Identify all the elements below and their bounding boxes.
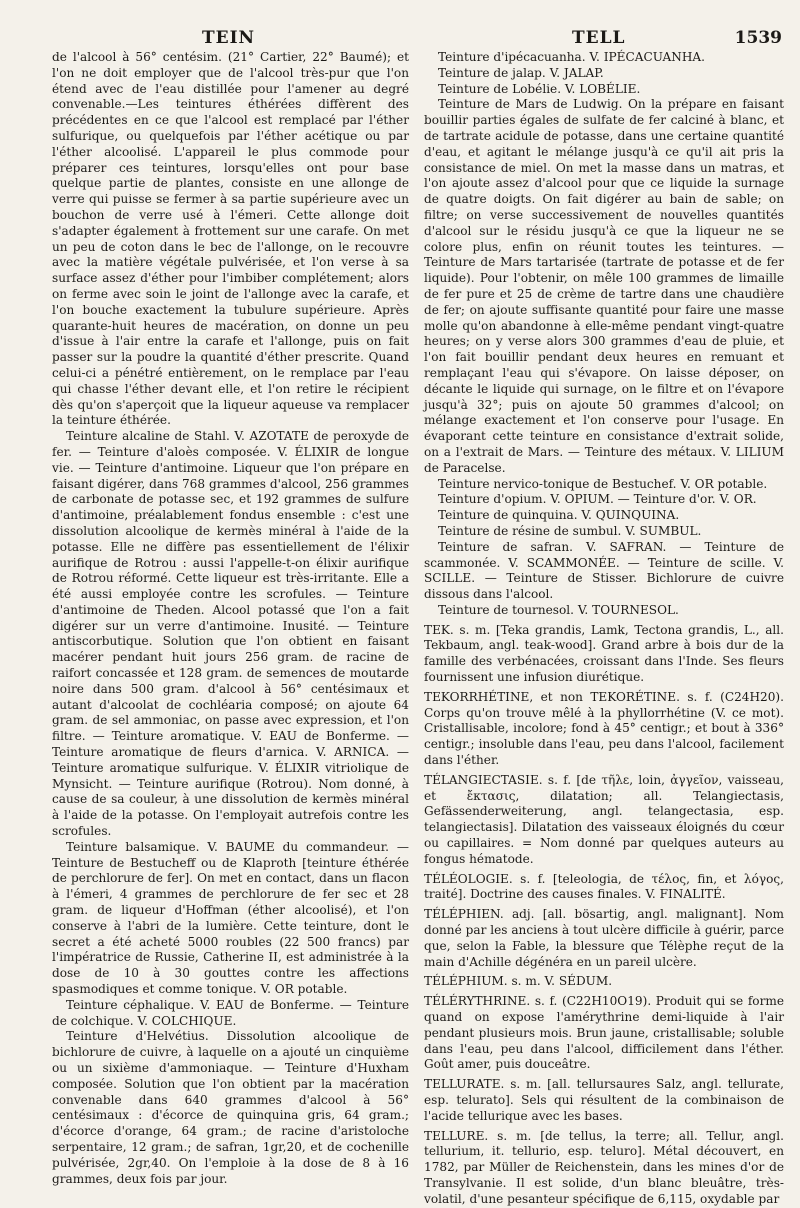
dictionary-entry: TEKORRHÉTINE, et non TEKORÉTINE. s. f. (C24H20). Corps qu'on trouve mêlé à la phyllorrhétine (V. ce mot). Cristallisable, incolore; fond à 45° centigr.; et bout à 336° centigr.; insoluble dans l'eau, peu dans l'alcool, facilement dans l'éther.	[424, 689, 784, 768]
header-left-word: TEIN	[202, 28, 256, 48]
dictionary-entry: TELLURATE. s. m. [all. tellursaures Salz, angl. tellurate, esp. telurato]. Sels qui résultent de la combinaison de l'acide tellurique avec les bases.	[424, 1077, 784, 1123]
paragraph: Teinture alcaline de Stahl. V. AZOTATE de peroxyde de fer. — Teinture d'aloès composée. V. ÉLIXIR de longue vie. — Teinture d'antimoine. Liqueur que l'on prépare en faisant digérer, dans 768 grammes d'alcool, 256 grammes de carbonate de potasse sec, et 192 grammes de sulfure d'antimoine, préalablement fondus ensemble : c'est une dissolution alcoolique de kermès minéral à l'aide de la potasse. Elle ne diffère pas essentiellement de l'élixir aurifique de Rotrou : aussi l'appelle-t-on élixir aurifique de Rotrou réformé. Cette liqueur est très-irritante. Elle a été aussi employée contre les scrofules. — Teinture d'antimoine de Theden. Alcool potassé que l'on a fait digérer sur un verre d'antimoine. Inusité. — Teinture antiscorbutique. Solution que l'on obtient en faisant macérer pendant huit jours 256 gram. de racine de raifort concassée et 128 gram. de semences de moutarde noire dans 500 gram. d'alcool à 56° centésimaux et autant d'alcoolat de cochléaria composé; on ajoute 64 gram. de sel ammoniac, on passe avec expression, et l'on filtre. — Teinture aromatique. V. EAU de Bonferme. — Teinture aromatique de fleurs d'arnica. V. ARNICA. — Teinture aromatique sulfurique. V. ÉLIXIR vitriolique de Mynsicht. — Teinture aurifique (Rotrou). Nom donné, à cause de sa couleur, à une dissolution de kermès minéral à l'aide de la potasse. On l'employait autrefois contre les scrofules.	[52, 429, 409, 839]
dictionary-entry: TELLURE. s. m. [de tellus, la terre; all. Tellur, angl. tellurium, it. tellurio, esp. teluro]. Métal découvert, en 1782, par Müller de Reichenstein, dans les mines d'or de Transylvanie. Il est solide, d'un blanc bleuâtre, très-volatil, d'une pesanteur spécifique de 6,115, oxydable par	[424, 1128, 784, 1206]
header-center-word: TELL	[572, 28, 626, 48]
dictionary-entry: TÉLÉOLOGIE. s. f. [teleologia, de τέλος, fin, et λόγος, traité]. Doctrine des causes finales. V. FINALITÉ.	[424, 871, 784, 902]
paragraph: Teinture de tournesol. V. TOURNESOL.	[438, 602, 679, 617]
paragraph: Teinture de Lobélie. V. LOBÉLIE.	[438, 81, 641, 96]
left-column	[52, 50, 409, 1187]
paragraph: Teinture d'opium. V. OPIUM. — Teinture d'or. V. OR.	[438, 492, 757, 507]
dictionary-entry: TEK. s. m. [Teka grandis, Lamk, Tectona grandis, L., all. Tekbaum, angl. teak-wood]. Grand arbre à bois dur de la famille des verbénacées, croissant dans l'Inde. Ses fleurs fournissent une infusion diurétique.	[424, 622, 784, 685]
paragraph: Teinture d'ipécacuanha. V. IPÉCACUANHA.	[438, 50, 705, 64]
page-number: 1539	[734, 28, 782, 48]
paragraph: Teinture céphalique. V. EAU de Bonferme. — Teinture de colchique. V. COLCHIQUE.	[52, 997, 409, 1028]
dictionary-entry: TÉLÉPHIEN. adj. [all. bösartig, angl. malignant]. Nom donné par les anciens à tout ulcère difficile à guérir, parce que, selon la Fable, la blessure que Télèphe reçut de la main d'Achille dégénéra en un pareil ulcère.	[424, 907, 784, 969]
dictionary-entry: TÉLÉRYTHRINE. s. f. (C22H10O19). Produit qui se forme quand on expose l'amérythrine demi-liquide à l'air pendant plusieurs mois. Brun jaune, cristallisable; soluble dans l'eau, peu dans l'alcool, difficilement dans l'éther. Goût amer, puis douceâtre.	[424, 994, 784, 1072]
paragraph: Teinture nervico-tonique de Bestuchef. V. OR potable.	[438, 476, 768, 491]
paragraph: Teinture de Mars de Ludwig. On la prépare en faisant bouillir parties égales de sulfate de fer calciné à blanc, et de tartrate acidule de potasse, dans une certaine quantité d'eau, et agitant le mélange jusqu'à ce qu'il ait pris la consistance de miel. On met la masse dans un matras, et l'on ajoute assez d'alcool pour que ce liquide la surnage de quatre doigts. On fait digérer au bain de sable; on filtre; on verse successivement de nouvelles quantités d'alcool sur le résidu jusqu'à ce que la liqueur ne se colore plus, enfin on réunit toutes les teintures. — Teinture de Mars tartarisée (tartrate de potasse et de fer liquide). Pour l'obtenir, on mêle 100 grammes de limaille de fer pure et 25 de crème de tartre dans une chaudière de fer; on ajoute suffisante quantité pour faire une masse molle qu'on abandonne à elle-même pendant vingt-quatre heures; on y verse alors 300 grammes d'eau de pluie, et l'on fait bouillir pendant deux heures en remuant et remplaçant l'eau qui s'évapore. On laisse déposer, on décante le liquide qui surnage, on le filtre et on l'évapore jusqu'à 32°; puis on ajoute 50 grammes d'alcool; on mélange exactement et l'on conserve pour l'usage. En évaporant cette teinture en consistance d'extrait solide, on a l'extrait de Mars. — Teinture des métaux. V. LILIUM de Paracelse.	[424, 97, 784, 475]
paragraph: Teinture de résine de sumbul. V. SUMBUL.	[438, 523, 702, 538]
paragraph: Teinture de safran. V. SAFRAN. — Teinture de scammonée. V. SCAMMONÉE. — Teinture de scille. V. SCILLE. — Teinture de Stisser. Bichlorure de cuivre dissous dans l'alcool.	[424, 539, 784, 602]
paragraph: Teinture de jalap. V. JALAP.	[438, 65, 604, 80]
paragraph: Teinture balsamique. V. BAUME du commandeur. — Teinture de Bestucheff ou de Klaproth [teinture éthérée de perchlorure de fer]. On met en contact, dans un flacon à l'émeri, 4 grammes de perchlorure de fer sec et 28 gram. de liqueur d'Hoffman (éther alcoolisé), et l'on conserve à l'abri de la lumière. Cette teinture, dont le secret a été acheté 5000 roubles (22 500 francs) par l'impératrice de Russie, Catherine II, est administrée à la dose de 10 à 30 gouttes contre les affections spasmodiques et comme tonique. V. OR potable.	[52, 839, 409, 997]
dictionary-entry: TÉLÉPHIUM. s. m. V. SÉDUM.	[424, 974, 613, 989]
paragraph: Teinture d'Helvétius. Dissolution alcoolique de bichlorure de cuivre, à laquelle on a ajouté un cinquième ou un sixième d'ammoniaque. — Teinture d'Huxham composée. Solution que l'on obtient par la macération convenable dans 640 grammes d'alcool à 56° centésimaux : d'écorce de quinquina gris, 64 gram.; d'écorce d'orange, 64 gram.; de racine d'aristoloche serpentaire, 12 gram.; de safran, 1gr,20, et de cochenille pulvérisée, 2gr,40. On l'emploie à la dose de 8 à 16 grammes, deux fois par jour.	[52, 1029, 409, 1186]
paragraph: de l'alcool à 56° centésim. (21° Cartier, 22° Baumé); et l'on ne doit employer que de l'alcool très-pur que l'on étend avec de l'eau distillée pour l'amener au degré convenable.—Les teintures éthérées diffèrent des précédentes en ce que l'alcool est remplacé par l'éther sulfurique, ou quelquefois par l'éther acétique ou par l'éther alcoolisé. L'appareil le plus commode pour préparer ces teintures, lorsqu'elles ont pour base quelque partie de plantes, consiste en une allonge de verre qui puisse se fermer à sa partie supérieure avec un bouchon de verre usé à l'émeri. Cette allonge doit s'adapter également à frottement sur une carafe. On met un peu de coton dans le bec de l'allonge, on le recouvre avec la matière végétale pulvérisée, et l'on verse à sa surface assez d'éther pour l'imbiber complétement; alors on ferme avec soin le joint de l'allonge avec la carafe, et l'on bouche exactement la tubulure supérieure. Après quarante-huit heures de macération, on donne un peu d'issue à l'air entre la carafe et l'allonge, puis on fait passer sur la poudre la quantité d'éther prescrite. Quand celui-ci a pénétré entièrement, on le remplace par l'eau qui chasse l'éther devant elle, et l'on retire le récipient dès qu'on s'aperçoit que la liqueur aqueuse va remplacer la teinture éthérée.	[52, 50, 409, 428]
paragraph: Teinture de quinquina. V. QUINQUINA.	[438, 508, 680, 523]
dictionary-entry: TÉLANGIECTASIE. s. f. [de τῆλε, loin, ἀγγεῖον, vaisseau, et ἔκτασις, dilatation; all. Telangiectasis, Gefässenderweiterung, angl. telangectasia, esp. telangiectasis]. Dilatation des vaisseaux éloignés du cœur ou capillaires. = Nom donné par quelques auteurs au fongus hématode.	[424, 772, 784, 866]
right-column	[424, 50, 784, 1208]
